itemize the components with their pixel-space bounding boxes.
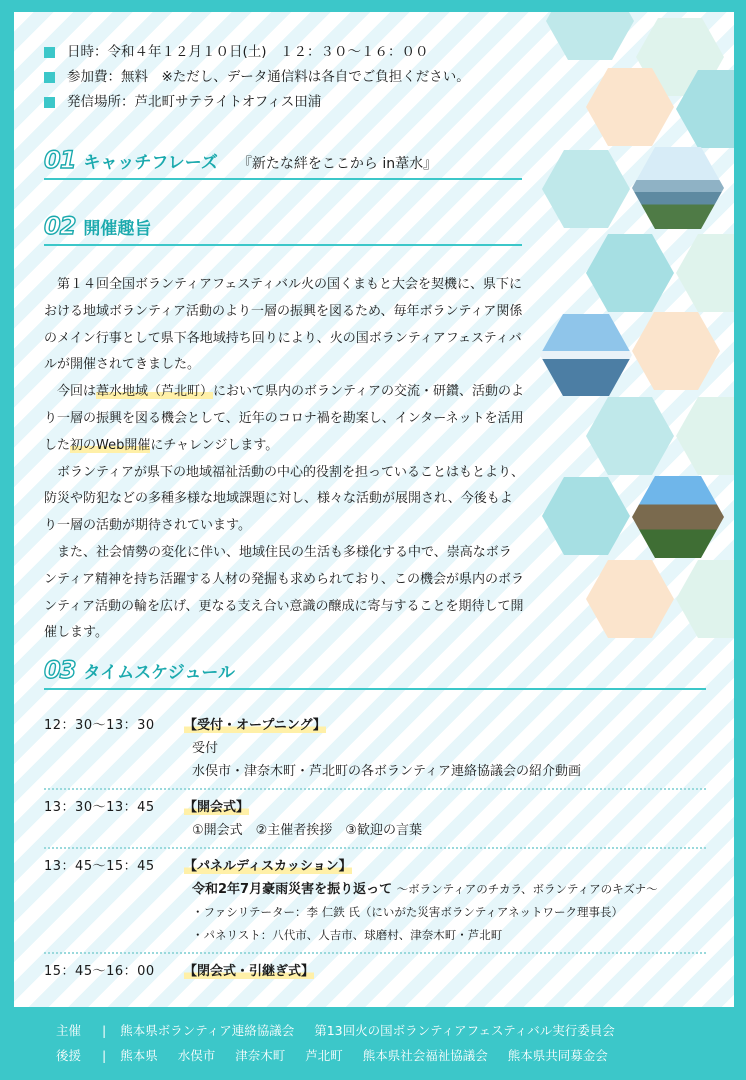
paragraph: 今回は葦水地域（芦北町）において県内のボランティアの交流・研鑽、活動のより一層の振興を図る機会として、近年のコロナ禍を勘案し、インターネットを活用した初のWeb開催にチャレンジします。 — [44, 384, 524, 453]
section-underline — [44, 178, 522, 180]
info-fee: 参加費：無料 ※ただし、データ通信料は各自でご負担ください。 — [44, 65, 470, 90]
landscape-photo — [632, 147, 724, 229]
hex-tile — [586, 234, 674, 312]
facilitator: ・ファシリテーター：李 仁鉄 氏（にいがた災害ボランティアネットワーク理事長） — [192, 905, 623, 919]
schedule-title: 【開会式】 — [184, 800, 250, 815]
host-row — [56, 1018, 631, 1043]
organizer: 熊本県ボランティア連絡協議会 — [120, 1023, 295, 1038]
rock-photo — [632, 476, 724, 558]
purpose-text — [44, 272, 524, 647]
hex-tile — [676, 560, 734, 638]
schedule-title: 【パネルディスカッション】 — [184, 859, 352, 874]
schedule-row — [44, 708, 706, 790]
section-title: キャッチフレーズ — [83, 153, 218, 173]
hex-tile — [632, 312, 720, 390]
section-number: 03 — [44, 656, 76, 684]
schedule-time: 13：45～15：45 — [44, 859, 155, 874]
schedule-time: 15：45～16：00 — [44, 964, 155, 979]
supporter: 熊本県 — [120, 1048, 158, 1063]
section-number: 01 — [44, 146, 76, 174]
schedule-row — [44, 849, 706, 954]
separator: | — [102, 1048, 107, 1063]
paragraph: 第１４回全国ボランティアフェスティバル火の国くまもと大会を契機に、県下における地域ボランティア活動のより一層の振興を図るため、毎年ボランティア関係のメイン行事として県下各地域持ち回りにより、火の国ボランティアフェスティバルが開催されてきました。 — [44, 277, 523, 373]
footer — [56, 1018, 631, 1068]
section-underline — [44, 688, 706, 690]
hex-tile — [586, 560, 674, 638]
bullet-square-icon — [44, 47, 55, 58]
host-label: 主催 — [56, 1023, 82, 1038]
supporter: 芦北町 — [305, 1048, 343, 1063]
hex-tile — [676, 234, 734, 312]
section-number: 02 — [44, 212, 76, 240]
hex-tile — [542, 150, 630, 228]
schedule-table — [44, 708, 706, 988]
supporter: 熊本県社会福祉協議会 — [362, 1048, 488, 1063]
paragraph: また、社会情勢の変化に伴い、地域住民の生活も多様化する中で、崇高なボランティア精神を持ち活躍する人材の発掘も求められており、この機会が県内のボランティア活動の輪を広げ、更なる支え合い意識の醸成に寄与することを期待して開催します。 — [44, 544, 524, 641]
schedule-detail: ①開会式 ②主催者挨拶 ③歓迎の言葉 — [192, 823, 422, 838]
schedule-detail: 水俣市・津奈木町・芦北町の各ボランティア連絡協議会の紹介動画 — [192, 764, 581, 779]
schedule-title: 【閉会式・引継ぎ式】 — [184, 964, 315, 979]
catchphrase: 『新たな絆をここから in葦水』 — [237, 156, 438, 172]
support-label: 後援 — [56, 1048, 82, 1063]
schedule-title: 【受付・オープニング】 — [184, 718, 326, 733]
bullet-square-icon — [44, 97, 55, 108]
supporter: 津奈木町 — [235, 1048, 286, 1063]
paragraph: ボランティアが県下の地域福祉活動の中心的役割を担っていることはもとより、防災や防犯などの多種多様な地域課題に対し、様々な活動が展開され、今後もより一層の活動が期待されています。 — [44, 464, 524, 534]
schedule-time: 13：30～13：45 — [44, 800, 155, 815]
separator: | — [102, 1023, 107, 1038]
schedule-row — [44, 954, 706, 988]
section-schedule — [44, 656, 235, 684]
bridge-photo — [540, 314, 632, 396]
section-catchphrase — [44, 146, 437, 174]
hex-tile — [586, 397, 674, 475]
hex-tile — [542, 477, 630, 555]
hexagon-decoration — [544, 12, 734, 692]
support-row — [56, 1043, 631, 1068]
schedule-detail: 受付 — [192, 741, 219, 756]
section-underline — [44, 244, 522, 246]
schedule-time: 12：30～13：30 — [44, 718, 155, 733]
bullet-square-icon — [44, 72, 55, 83]
section-title: タイムスケジュール — [83, 663, 236, 683]
panel-title: 令和2年7月豪雨災害を振り返って ～ボランティアのチカラ、ボランティアのキズナ～ — [192, 882, 658, 897]
info-date: 日時：令和４年１２月１０日(土) １２：３０～１６：００ — [44, 40, 470, 65]
supporter: 水俣市 — [177, 1048, 216, 1063]
hex-tile — [546, 12, 634, 60]
flyer-sheet — [14, 12, 734, 1007]
event-info — [44, 40, 470, 115]
supporter: 熊本県共同募金会 — [507, 1048, 608, 1063]
section-purpose — [44, 212, 151, 240]
schedule-row — [44, 790, 706, 849]
section-title: 開催趣旨 — [83, 219, 152, 239]
info-place: 発信場所：芦北町サテライトオフィス田浦 — [44, 90, 470, 115]
hex-tile — [676, 397, 734, 475]
panelists: ・パネリスト：八代市、人吉市、球磨村、津奈木町・芦北町 — [192, 928, 503, 942]
organizer: 第13回火の国ボランティアフェスティバル実行委員会 — [314, 1023, 615, 1038]
